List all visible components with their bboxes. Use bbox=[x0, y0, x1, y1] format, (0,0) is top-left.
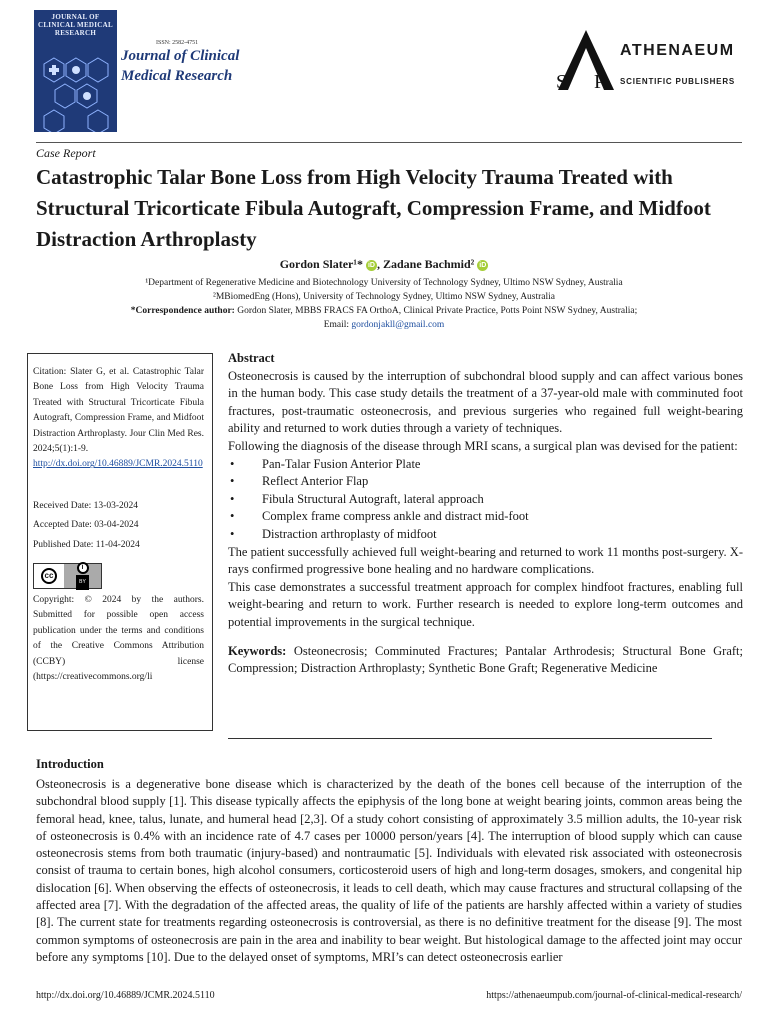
author-1: Gordon Slater¹* bbox=[279, 257, 363, 271]
abstract-section bbox=[228, 350, 743, 678]
medical-icons-graphic bbox=[34, 50, 117, 132]
affiliation-2: ²MBiomedEng (Hons), University of Technology Sydney, Ultimo NSW Sydney, Australia bbox=[212, 292, 556, 302]
email-link[interactable]: gordonjakll@gmail.com bbox=[351, 320, 445, 330]
by-label: BY bbox=[76, 575, 89, 590]
citation-text: Citation: Slater G, et al. Catastrophic Talar Bone Loss from High Velocity Trauma Treated with Structural Tricorticate Fibula Autograft, Compression Frame, and Midfoot Distraction Arthroplasty. Jour Clin Med Res. 2024;5(1):1-9. bbox=[33, 367, 204, 455]
introduction-text: Osteonecrosis is a degenerative bone disease which is characterized by the death of the bones cell because of the interruption of the subchondral blood supply [1]. This disease typically affects the epiphysis of the long bone at weight bearing joints, common areas being the femoral head, knee, talus, lunate, and humeral head [2,3]. Of a study cohort consisting of approximately 3.5 million adults, the 10-year risk of osteonecrosis is 0.4% with an incidence rate of 4.7 cases per 10000 person/years [4]. The interruption of blood supply which can cause osteonecrosis stems from both traumatic (injury-based) and nontraumatic [5]. Individuals with elevated risk associated with osteonecrosis consist of trauma to certain bones, high alcohol consumers, corticosteroid users of high and long-term dosages, smokers, and congenital hip dislocation [6]. When observing the effects of osteonecrosis, it leads to cell death, which may cause fractures and structural collapsing of the affected area [7]. With the degradation of the affected areas, the quality of life of the patients are harshly affected within a variety of studies [8]. The current state for treatments regarding osteonecrosis is controversial, as there is no definitive treatment for the disease [9]. The most common symptoms of osteonecrosis are pain in the area and inability to bear weight. But histological damage to the affected joint may occur before any symptoms [10]. Due to the delayed onset of symptoms, MRI’s can detect osteonecrosis earlier bbox=[36, 777, 742, 964]
svg-text:P: P bbox=[594, 71, 606, 92]
accepted-date: Accepted Date: 03-04-2024 bbox=[33, 520, 139, 531]
journal-name-line2: Medical Research bbox=[121, 68, 233, 84]
correspondence-label: *Correspondence author: bbox=[130, 306, 235, 316]
email-label: Email: bbox=[323, 320, 352, 330]
journal-cover-logo bbox=[34, 10, 117, 132]
list-item: • Pan-Talar Fusion Anterior Plate bbox=[228, 456, 743, 474]
publisher-name: ATHENAEUM bbox=[620, 42, 735, 59]
published-date: Published Date: 11-04-2024 bbox=[33, 539, 140, 550]
copyright-text: Copyright: © 2024 by the authors. Submitted for possible open access publication under the terms and conditions of the Creative Commons Attribution (CCBY) license (https://creativecommons.org/li bbox=[33, 595, 204, 683]
journal-name bbox=[121, 46, 239, 86]
list-item: • Complex frame compress ankle and distract mid-foot bbox=[228, 508, 743, 526]
athenaeum-logo-icon bbox=[554, 30, 618, 92]
email-line bbox=[0, 318, 768, 332]
journal-name-line1: Journal of Clinical bbox=[121, 48, 240, 64]
footer-journal-url[interactable]: https://athenaeumpub.com/journal-of-clinical-medical-research/ bbox=[486, 990, 742, 1001]
journal-cover-title: JOURNAL OF CLINICAL MEDICAL RESEARCH bbox=[37, 13, 113, 37]
keywords bbox=[228, 643, 743, 678]
abstract-heading: Abstract bbox=[228, 351, 275, 365]
abstract-paragraph-4: This case demonstrates a successful treatment approach for complex hindfoot fractures, enabling full weight-bearing and return to work. Further research is needed to explore long-term outcomes and potential improvements in the surgical technique. bbox=[228, 579, 743, 629]
orcid-icon[interactable]: iD bbox=[479, 262, 487, 269]
article-type: Case Report bbox=[36, 146, 96, 160]
list-item: • Fibula Structural Autograft, lateral approach bbox=[228, 491, 743, 509]
abstract-divider bbox=[228, 738, 712, 739]
author-2: , Zadane Bachmid² bbox=[376, 257, 475, 271]
correspondence-text: Gordon Slater, MBBS FRACS FA OrthoA, Clinical Private Practice, Potts Point NSW Sydney, Australia; bbox=[234, 306, 638, 316]
issn: ISSN: 2582-4751 bbox=[156, 40, 199, 46]
person-icon: i bbox=[77, 562, 89, 574]
correspondence bbox=[0, 304, 768, 318]
abstract-paragraph-2: Following the diagnosis of the disease through MRI scans, a surgical plan was devised for the patient: bbox=[228, 438, 738, 453]
article-title: Catastrophic Talar Bone Loss from High Velocity Trauma Treated with Structural Tricorticate Fibula Autograft, Compression Frame, and Midfoot Distraction Arthroplasty bbox=[36, 165, 711, 251]
cc-by-license-icon[interactable] bbox=[33, 563, 102, 589]
abstract-paragraph-3: The patient successfully achieved full weight-bearing and returned to work 11 months post-surgery. X-rays confirmed progressive bone healing and no hardware complications. bbox=[228, 544, 743, 577]
publisher-subtitle: SCIENTIFIC PUBLISHERS bbox=[620, 77, 736, 86]
citation-sidebar bbox=[27, 353, 213, 731]
introduction-heading: Introduction bbox=[36, 757, 104, 771]
footer-doi[interactable]: http://dx.doi.org/10.46889/JCMR.2024.5110 bbox=[36, 990, 215, 1001]
list-item: • Reflect Anterior Flap bbox=[228, 473, 743, 491]
affiliation-1: ¹Department of Regenerative Medicine and Biotechnology University of Technology Sydney, Ultimo NSW Sydney, Australia bbox=[145, 278, 623, 288]
keywords-text: Osteonecrosis; Comminuted Fractures; Pantalar Arthrodesis; Structural Bone Graft; Compression; Distraction Arthroplasty; Synthetic Bone Graft; Regenerative Medicine bbox=[228, 643, 743, 676]
cc-icon: cc bbox=[41, 568, 57, 584]
keywords-label: Keywords: bbox=[228, 643, 287, 658]
doi-link[interactable]: http://dx.doi.org/10.46889/JCMR.2024.5110 bbox=[33, 459, 203, 470]
header-divider bbox=[36, 142, 742, 143]
list-item: • Distraction arthroplasty of midfoot bbox=[228, 526, 743, 544]
author-line bbox=[0, 257, 768, 272]
received-date: Received Date: 13-03-2024 bbox=[33, 500, 138, 511]
svg-text:S: S bbox=[556, 71, 568, 92]
orcid-icon[interactable]: iD bbox=[367, 262, 375, 269]
abstract-paragraph-1: Osteonecrosis is caused by the interruption of subchondral blood supply and can affect various bones in the human body. This case study details the treatment of a 37-year-old male with comminuted foot fractures, post-traumatic osteonecrosis, and previous surgeries who regained full weight-bearing ability and returned to work duties through a variety of techniques. bbox=[228, 368, 743, 436]
surgical-plan-list bbox=[228, 456, 743, 544]
